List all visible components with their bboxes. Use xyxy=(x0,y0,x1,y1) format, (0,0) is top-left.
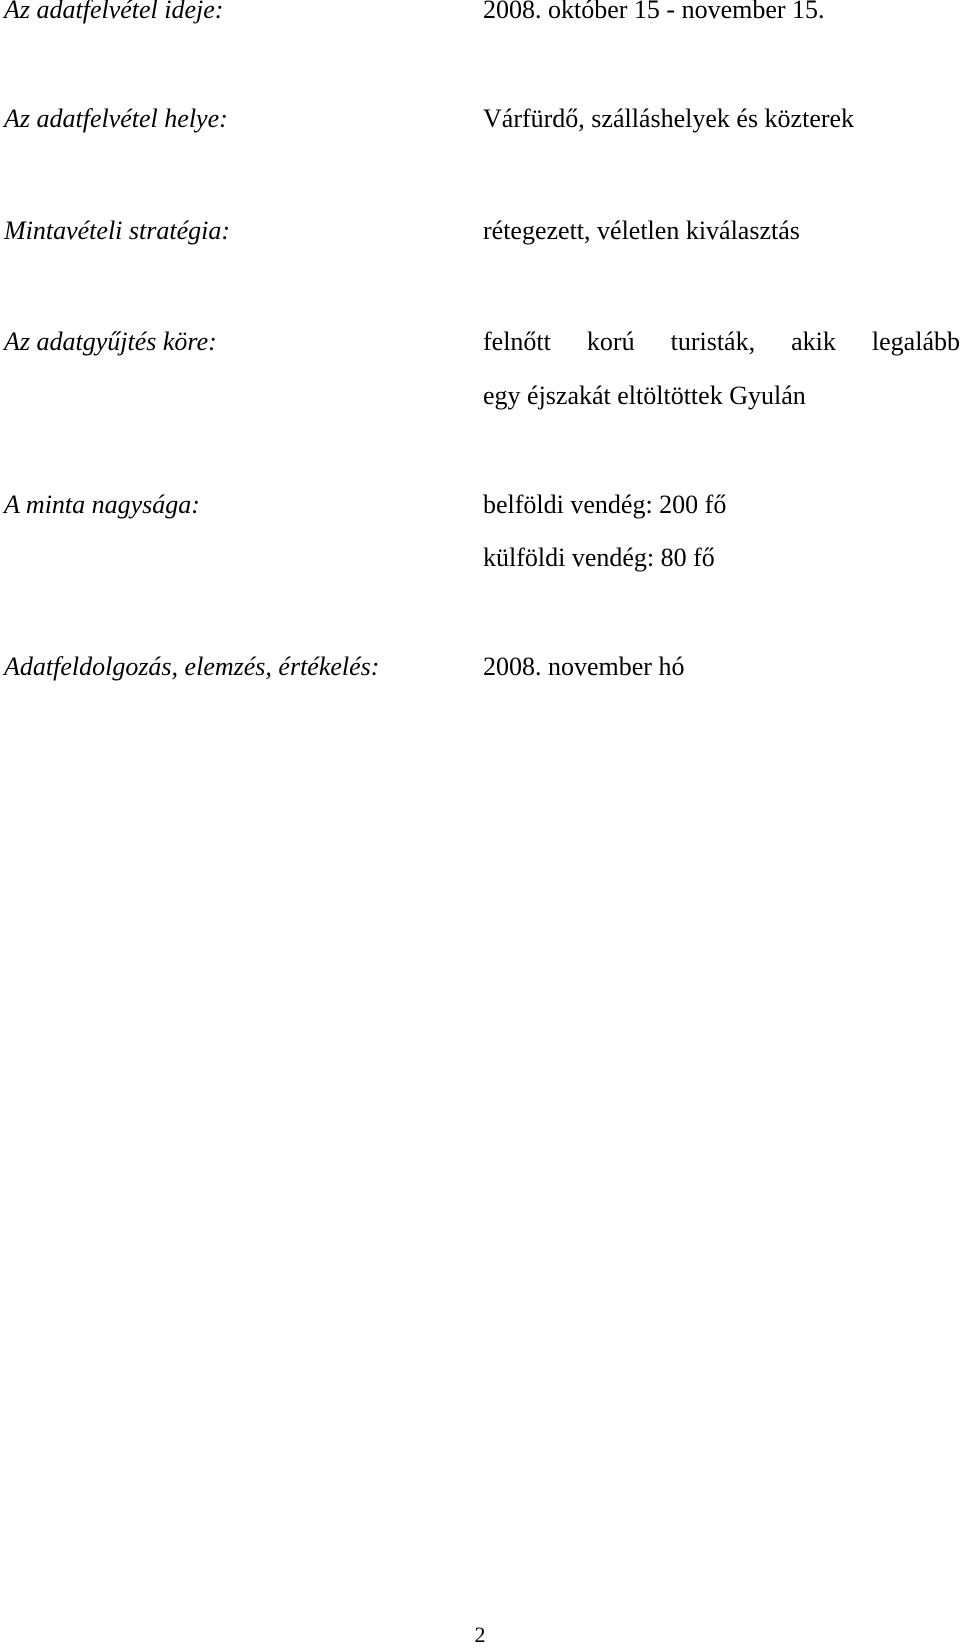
sample-size-foreign-value: külföldi vendég: 80 fő xyxy=(483,543,715,572)
survey-date-value: 2008. október 15 - november 15. xyxy=(483,0,825,24)
sample-size-domestic-value: belföldi vendég: 200 fő xyxy=(483,490,727,519)
sample-size-label: A minta nagysága: xyxy=(4,490,200,519)
data-processing-label: Adatfeldolgozás, elemzés, értékelés: xyxy=(4,652,380,681)
sampling-strategy-label: Mintavételi stratégia: xyxy=(4,216,231,245)
survey-location-label: Az adatfelvétel helye: xyxy=(4,104,228,133)
data-collection-scope-value-line-2: egy éjszakát eltöltöttek Gyulán xyxy=(483,381,806,410)
data-collection-scope-label: Az adatgyűjtés köre: xyxy=(4,327,217,356)
data-collection-scope-value-line-1: felnőtt korú turisták, akik legalább xyxy=(483,327,960,356)
page-number: 2 xyxy=(474,1622,486,1647)
data-processing-value: 2008. november hó xyxy=(483,652,685,681)
survey-date-label: Az adatfelvétel ideje: xyxy=(4,0,224,24)
sampling-strategy-value: rétegezett, véletlen kiválasztás xyxy=(483,216,800,245)
survey-location-value: Várfürdő, szálláshelyek és közterek xyxy=(483,104,855,133)
